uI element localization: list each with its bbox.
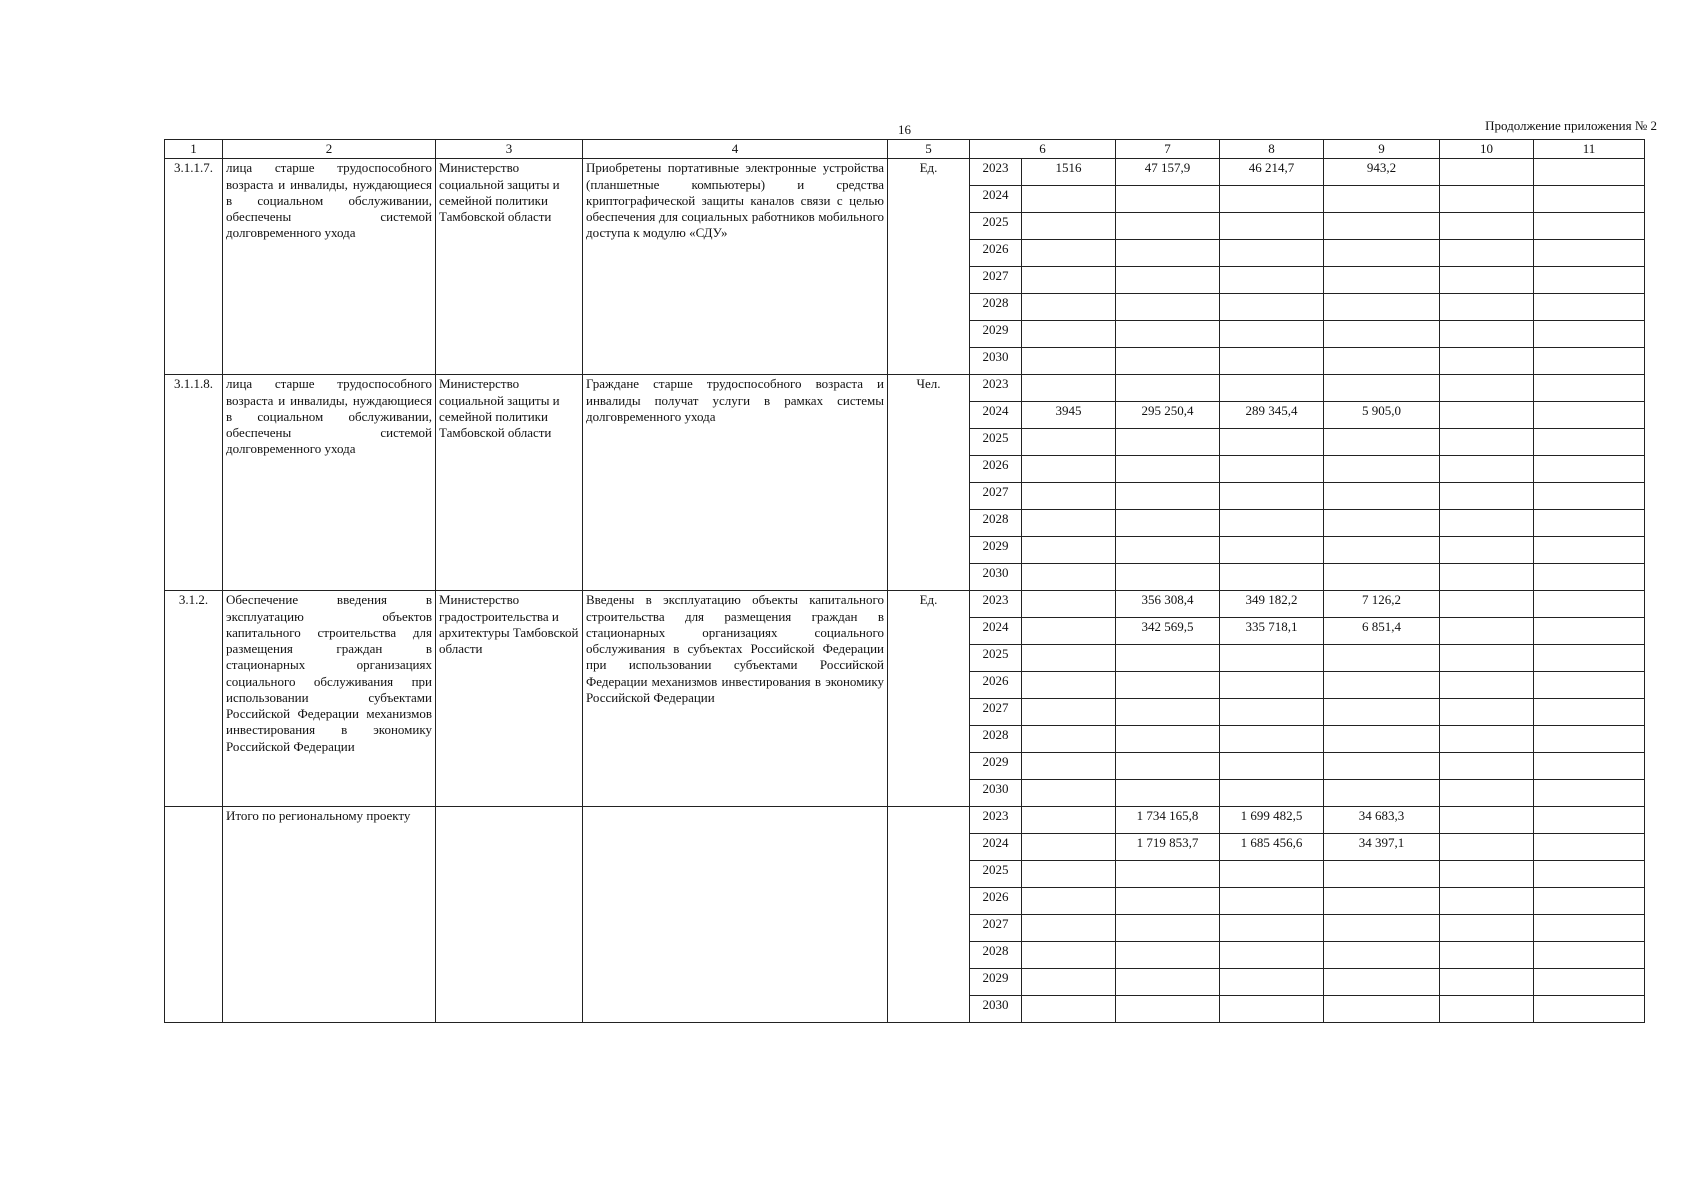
- year-cell: 2026: [970, 888, 1022, 915]
- value-col7: [1116, 996, 1220, 1023]
- value-col9: [1324, 753, 1440, 780]
- value-col6: [1022, 969, 1116, 996]
- value-col6: [1022, 996, 1116, 1023]
- value-col6: [1022, 591, 1116, 618]
- value-col11: [1534, 321, 1645, 348]
- value-col9: [1324, 564, 1440, 591]
- section-responsible: Министерство градостроительства и архитектуры Тамбовской области: [436, 591, 583, 807]
- value-col11: [1534, 537, 1645, 564]
- year-cell: 2030: [970, 996, 1022, 1023]
- value-col9: 34 683,3: [1324, 807, 1440, 834]
- value-col10: [1440, 483, 1534, 510]
- year-cell: 2028: [970, 942, 1022, 969]
- value-col10: [1440, 915, 1534, 942]
- year-cell: 2027: [970, 267, 1022, 294]
- value-col6: [1022, 672, 1116, 699]
- value-col8: [1220, 726, 1324, 753]
- value-col9: 5 905,0: [1324, 402, 1440, 429]
- value-col8: [1220, 429, 1324, 456]
- value-col11: [1534, 699, 1645, 726]
- year-cell: 2025: [970, 861, 1022, 888]
- value-col8: 1 685 456,6: [1220, 834, 1324, 861]
- value-col6: [1022, 861, 1116, 888]
- section-code: [165, 807, 223, 1023]
- value-col9: [1324, 942, 1440, 969]
- value-col9: [1324, 321, 1440, 348]
- value-col8: 46 214,7: [1220, 159, 1324, 186]
- value-col11: [1534, 402, 1645, 429]
- section-result: Граждане старше трудоспособного возраста и инвалиды получат услуги в рамках системы долговременного ухода: [583, 375, 888, 591]
- value-col10: [1440, 537, 1534, 564]
- value-col8: [1220, 240, 1324, 267]
- section-target: Обеспечение введения в эксплуатацию объектов капитального строительства для размещения граждан в стационарных организациях социального обслуживания при использовании субъектами Российской Федерации механизмов инвестирования в экономику Российской Федерации: [223, 591, 436, 807]
- value-col8: [1220, 537, 1324, 564]
- section-result: Приобретены портативные электронные устройства (планшетные компьютеры) и средства криптографической защиты каналов связи с целью обеспечения для социальных работников мобильного доступа к модулю «СДУ»: [583, 159, 888, 375]
- value-col9: [1324, 699, 1440, 726]
- data-table: [164, 139, 1645, 1023]
- header-cell: 11: [1534, 140, 1645, 159]
- table-row: [165, 159, 1645, 186]
- continuation-label: Продолжение приложения № 2: [1485, 118, 1657, 133]
- section-result: [583, 807, 888, 1023]
- value-col7: 342 569,5: [1116, 618, 1220, 645]
- value-col9: [1324, 186, 1440, 213]
- value-col11: [1534, 726, 1645, 753]
- value-col6: [1022, 294, 1116, 321]
- value-col6: [1022, 510, 1116, 537]
- value-col11: [1534, 942, 1645, 969]
- value-col8: [1220, 699, 1324, 726]
- section-target: лица старше трудоспособного возраста и инвалиды, нуждающиеся в социальном обслуживании, обеспечены системой долговременного ухода: [223, 159, 436, 375]
- value-col10: [1440, 699, 1534, 726]
- value-col7: [1116, 942, 1220, 969]
- value-col9: 943,2: [1324, 159, 1440, 186]
- value-col10: [1440, 186, 1534, 213]
- value-col8: 1 699 482,5: [1220, 807, 1324, 834]
- value-col8: [1220, 483, 1324, 510]
- value-col8: 349 182,2: [1220, 591, 1324, 618]
- value-col10: [1440, 645, 1534, 672]
- value-col7: 295 250,4: [1116, 402, 1220, 429]
- value-col11: [1534, 564, 1645, 591]
- value-col7: [1116, 780, 1220, 807]
- value-col6: [1022, 375, 1116, 402]
- value-col10: [1440, 510, 1534, 537]
- header-cell: 8: [1220, 140, 1324, 159]
- value-col8: [1220, 753, 1324, 780]
- value-col9: [1324, 510, 1440, 537]
- value-col6: [1022, 807, 1116, 834]
- value-col8: [1220, 348, 1324, 375]
- value-col11: [1534, 429, 1645, 456]
- value-col8: [1220, 510, 1324, 537]
- value-col10: [1440, 294, 1534, 321]
- value-col9: [1324, 213, 1440, 240]
- year-cell: 2027: [970, 483, 1022, 510]
- value-col7: [1116, 240, 1220, 267]
- value-col6: [1022, 753, 1116, 780]
- value-col10: [1440, 564, 1534, 591]
- value-col10: [1440, 807, 1534, 834]
- year-cell: 2024: [970, 834, 1022, 861]
- value-col7: [1116, 672, 1220, 699]
- header-cell: 10: [1440, 140, 1534, 159]
- year-cell: 2023: [970, 375, 1022, 402]
- value-col11: [1534, 645, 1645, 672]
- value-col7: [1116, 699, 1220, 726]
- year-cell: 2025: [970, 213, 1022, 240]
- value-col11: [1534, 780, 1645, 807]
- value-col7: [1116, 564, 1220, 591]
- year-cell: 2025: [970, 645, 1022, 672]
- year-cell: 2030: [970, 780, 1022, 807]
- value-col7: [1116, 753, 1220, 780]
- value-col8: [1220, 213, 1324, 240]
- year-cell: 2024: [970, 186, 1022, 213]
- value-col11: [1534, 159, 1645, 186]
- value-col10: [1440, 267, 1534, 294]
- header-cell: 1: [165, 140, 223, 159]
- value-col10: [1440, 834, 1534, 861]
- value-col10: [1440, 402, 1534, 429]
- value-col7: [1116, 348, 1220, 375]
- value-col8: 335 718,1: [1220, 618, 1324, 645]
- value-col10: [1440, 672, 1534, 699]
- value-col9: [1324, 483, 1440, 510]
- header-cell: 7: [1116, 140, 1220, 159]
- value-col10: [1440, 888, 1534, 915]
- value-col8: [1220, 186, 1324, 213]
- value-col6: [1022, 456, 1116, 483]
- section-responsible: Министерство социальной защиты и семейной политики Тамбовской области: [436, 375, 583, 591]
- section-result: Введены в эксплуатацию объекты капитального строительства для размещения граждан в стационарных организациях социального обслуживания в субъектах Российской Федерации при использовании субъектами Российской Федерации механизмов инвестирования в экономику Российской Федерации: [583, 591, 888, 807]
- value-col8: [1220, 456, 1324, 483]
- value-col7: [1116, 537, 1220, 564]
- value-col10: [1440, 861, 1534, 888]
- value-col8: 289 345,4: [1220, 402, 1324, 429]
- year-cell: 2027: [970, 915, 1022, 942]
- value-col7: [1116, 321, 1220, 348]
- year-cell: 2023: [970, 807, 1022, 834]
- value-col11: [1534, 591, 1645, 618]
- value-col11: [1534, 348, 1645, 375]
- value-col6: [1022, 348, 1116, 375]
- value-col6: [1022, 483, 1116, 510]
- value-col6: [1022, 618, 1116, 645]
- value-col6: 3945: [1022, 402, 1116, 429]
- value-col11: [1534, 267, 1645, 294]
- value-col9: [1324, 294, 1440, 321]
- value-col9: [1324, 645, 1440, 672]
- value-col11: [1534, 969, 1645, 996]
- value-col7: 356 308,4: [1116, 591, 1220, 618]
- value-col8: [1220, 969, 1324, 996]
- value-col6: [1022, 888, 1116, 915]
- value-col10: [1440, 159, 1534, 186]
- table-body: [165, 159, 1645, 1023]
- value-col6: [1022, 537, 1116, 564]
- value-col7: [1116, 969, 1220, 996]
- year-cell: 2026: [970, 672, 1022, 699]
- value-col11: [1534, 915, 1645, 942]
- value-col10: [1440, 969, 1534, 996]
- header-cell: 3: [436, 140, 583, 159]
- year-cell: 2027: [970, 699, 1022, 726]
- value-col7: 47 157,9: [1116, 159, 1220, 186]
- value-col11: [1534, 888, 1645, 915]
- value-col8: [1220, 267, 1324, 294]
- value-col6: [1022, 726, 1116, 753]
- table-row: [165, 375, 1645, 402]
- year-cell: 2029: [970, 969, 1022, 996]
- value-col8: [1220, 321, 1324, 348]
- section-code: 3.1.1.8.: [165, 375, 223, 591]
- header-cell: 9: [1324, 140, 1440, 159]
- year-cell: 2025: [970, 429, 1022, 456]
- value-col7: [1116, 186, 1220, 213]
- value-col7: 1 719 853,7: [1116, 834, 1220, 861]
- value-col10: [1440, 726, 1534, 753]
- value-col9: [1324, 537, 1440, 564]
- value-col7: [1116, 294, 1220, 321]
- value-col7: [1116, 375, 1220, 402]
- section-unit: Ед.: [888, 591, 970, 807]
- value-col8: [1220, 888, 1324, 915]
- value-col10: [1440, 591, 1534, 618]
- value-col9: [1324, 780, 1440, 807]
- value-col9: [1324, 375, 1440, 402]
- value-col7: [1116, 645, 1220, 672]
- section-code: 3.1.2.: [165, 591, 223, 807]
- value-col9: 34 397,1: [1324, 834, 1440, 861]
- value-col7: [1116, 267, 1220, 294]
- value-col9: [1324, 888, 1440, 915]
- year-cell: 2029: [970, 753, 1022, 780]
- value-col11: [1534, 375, 1645, 402]
- section-unit: Ед.: [888, 159, 970, 375]
- year-cell: 2028: [970, 510, 1022, 537]
- value-col6: [1022, 645, 1116, 672]
- value-col6: [1022, 942, 1116, 969]
- value-col10: [1440, 213, 1534, 240]
- value-col9: [1324, 240, 1440, 267]
- value-col8: [1220, 294, 1324, 321]
- year-cell: 2030: [970, 348, 1022, 375]
- header-cell: 4: [583, 140, 888, 159]
- year-cell: 2028: [970, 294, 1022, 321]
- section-target: Итого по региональному проекту: [223, 807, 436, 1023]
- value-col11: [1534, 186, 1645, 213]
- value-col11: [1534, 456, 1645, 483]
- value-col11: [1534, 834, 1645, 861]
- year-cell: 2026: [970, 456, 1022, 483]
- section-target: лица старше трудоспособного возраста и инвалиды, нуждающиеся в социальном обслуживании, обеспечены системой долговременного ухода: [223, 375, 436, 591]
- value-col8: [1220, 942, 1324, 969]
- value-col11: [1534, 240, 1645, 267]
- value-col10: [1440, 456, 1534, 483]
- year-cell: 2024: [970, 618, 1022, 645]
- value-col10: [1440, 348, 1534, 375]
- value-col7: [1116, 861, 1220, 888]
- value-col9: [1324, 672, 1440, 699]
- year-cell: 2023: [970, 159, 1022, 186]
- value-col6: [1022, 780, 1116, 807]
- value-col11: [1534, 807, 1645, 834]
- value-col8: [1220, 645, 1324, 672]
- value-col9: [1324, 429, 1440, 456]
- value-col10: [1440, 780, 1534, 807]
- value-col10: [1440, 240, 1534, 267]
- value-col8: [1220, 915, 1324, 942]
- value-col11: [1534, 753, 1645, 780]
- page-number: 16: [898, 122, 911, 137]
- value-col11: [1534, 618, 1645, 645]
- value-col8: [1220, 861, 1324, 888]
- section-code: 3.1.1.7.: [165, 159, 223, 375]
- year-cell: 2029: [970, 321, 1022, 348]
- value-col9: [1324, 915, 1440, 942]
- value-col7: [1116, 915, 1220, 942]
- value-col10: [1440, 321, 1534, 348]
- value-col9: [1324, 861, 1440, 888]
- value-col9: [1324, 267, 1440, 294]
- value-col10: [1440, 996, 1534, 1023]
- value-col10: [1440, 375, 1534, 402]
- value-col10: [1440, 429, 1534, 456]
- value-col9: [1324, 456, 1440, 483]
- value-col6: [1022, 834, 1116, 861]
- value-col6: [1022, 240, 1116, 267]
- value-col8: [1220, 564, 1324, 591]
- value-col6: 1516: [1022, 159, 1116, 186]
- value-col6: [1022, 429, 1116, 456]
- value-col11: [1534, 213, 1645, 240]
- value-col10: [1440, 753, 1534, 780]
- table-row: [165, 807, 1645, 834]
- value-col8: [1220, 375, 1324, 402]
- year-cell: 2023: [970, 591, 1022, 618]
- year-cell: 2030: [970, 564, 1022, 591]
- value-col9: [1324, 996, 1440, 1023]
- value-col6: [1022, 186, 1116, 213]
- value-col7: [1116, 429, 1220, 456]
- value-col7: [1116, 888, 1220, 915]
- value-col7: [1116, 456, 1220, 483]
- value-col9: 7 126,2: [1324, 591, 1440, 618]
- section-responsible: [436, 807, 583, 1023]
- header-cell: 5: [888, 140, 970, 159]
- section-unit: [888, 807, 970, 1023]
- year-cell: 2029: [970, 537, 1022, 564]
- value-col6: [1022, 564, 1116, 591]
- header-cell: 6: [970, 140, 1116, 159]
- section-responsible: Министерство социальной защиты и семейной политики Тамбовской области: [436, 159, 583, 375]
- value-col8: [1220, 996, 1324, 1023]
- value-col11: [1534, 996, 1645, 1023]
- value-col7: [1116, 510, 1220, 537]
- value-col7: [1116, 483, 1220, 510]
- value-col7: 1 734 165,8: [1116, 807, 1220, 834]
- value-col6: [1022, 699, 1116, 726]
- value-col6: [1022, 213, 1116, 240]
- year-cell: 2024: [970, 402, 1022, 429]
- value-col6: [1022, 915, 1116, 942]
- value-col8: [1220, 780, 1324, 807]
- value-col6: [1022, 267, 1116, 294]
- value-col9: [1324, 726, 1440, 753]
- value-col7: [1116, 726, 1220, 753]
- table-row: [165, 591, 1645, 618]
- value-col10: [1440, 618, 1534, 645]
- value-col9: 6 851,4: [1324, 618, 1440, 645]
- value-col11: [1534, 861, 1645, 888]
- value-col11: [1534, 294, 1645, 321]
- value-col10: [1440, 942, 1534, 969]
- header-row: [165, 140, 1645, 159]
- year-cell: 2026: [970, 240, 1022, 267]
- value-col9: [1324, 969, 1440, 996]
- value-col7: [1116, 213, 1220, 240]
- value-col11: [1534, 483, 1645, 510]
- value-col6: [1022, 321, 1116, 348]
- section-unit: Чел.: [888, 375, 970, 591]
- value-col8: [1220, 672, 1324, 699]
- value-col9: [1324, 348, 1440, 375]
- value-col11: [1534, 672, 1645, 699]
- header-cell: 2: [223, 140, 436, 159]
- year-cell: 2028: [970, 726, 1022, 753]
- value-col11: [1534, 510, 1645, 537]
